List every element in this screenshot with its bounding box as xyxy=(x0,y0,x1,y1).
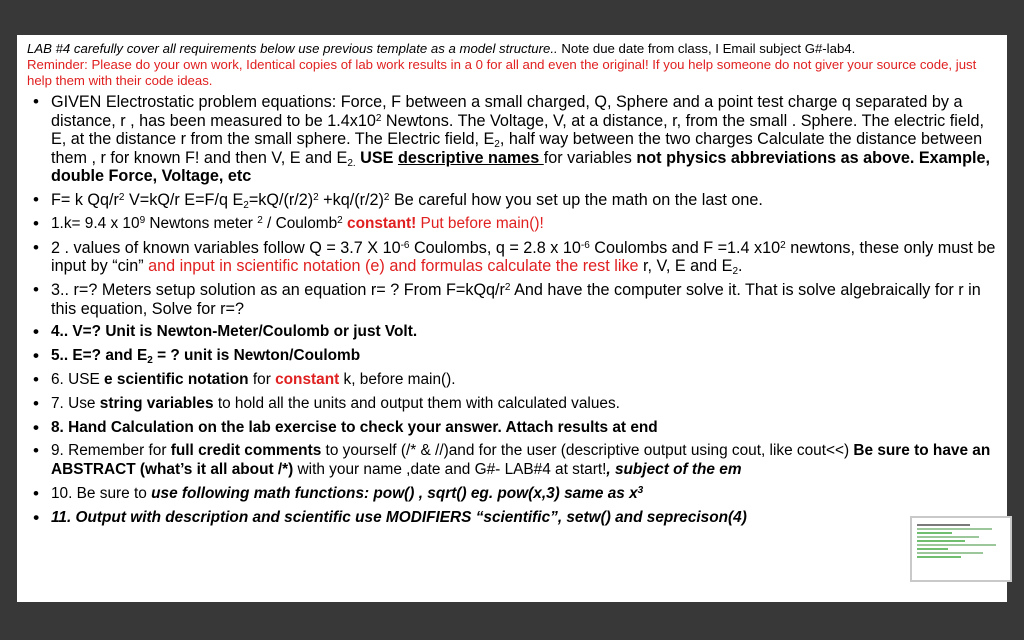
thumbnail-line xyxy=(917,544,996,546)
thumbnail-line xyxy=(917,528,992,530)
list-item: • 6. USE e scientific notation for constant k, before main(). xyxy=(27,371,997,390)
list-item: • F= k $Qq/r^2$ V=kQ/r E=F/q $E_2=kQ/(r/2)^2 +kq/(r/2)^2$ Be careful how you set up the math on the last one. xyxy=(27,191,997,210)
thumbnail-line xyxy=(917,548,948,550)
list-item: • 9. Remember for full credit comments to yourself (/* & //)and for the user (descriptive output using cout, like cout<<) Be sure to have an ABSTRACT (what’s it all about /*) with your name ,date and G#- LAB#4 at start!, subject of the em xyxy=(27,442,997,479)
list-item: • 3.. r=? Meters setup solution as an equation r= ? From $F=kQq/r^2$ And have the computer solve it. That is solve algebraically for r in this equation, Solve for r=? xyxy=(27,281,997,318)
lab-title: LAB #4 carefully cover all requirements below use previous template as a model structure.. xyxy=(27,41,558,56)
header xyxy=(27,41,997,89)
document-page xyxy=(17,35,1007,602)
thumbnail-line xyxy=(917,532,952,534)
requirements-list xyxy=(27,93,997,527)
due-note: Note due date from class, I Email subject G#-lab4. xyxy=(557,41,856,56)
reminder-text: Reminder: Please do your own work, Identical copies of lab work results in a 0 for all and even the original! If you help someone do not giver your source code, just help them with their code ideas. xyxy=(27,57,977,88)
thumbnail-line xyxy=(917,540,965,542)
list-item: • 10. Be sure to use following math functions: pow() , sqrt() eg. pow(x,3) same as $x^3$ xyxy=(27,485,997,504)
window-thumbnail[interactable] xyxy=(910,516,1012,582)
thumbnail-line xyxy=(917,556,961,558)
list-item: • 1.k= 9.4 x $10^9$ Newtons meter $^2$ / Coulomb$^2$ constant! Put before main()! xyxy=(27,215,997,234)
list-item: • 4.. V=? Unit is Newton-Meter/Coulomb or just Volt. xyxy=(27,323,997,342)
list-item: • 7. Use string variables to hold all the units and output them with calculated values. xyxy=(27,395,997,414)
list-item: • 11. Output with description and scientific use MODIFIERS “scientific”, setw() and seprecison(4) xyxy=(27,509,997,528)
list-item: • 2 . values of known variables follow Q = 3.7 X $10^{-6}$ Coulombs, q = 2.8 x $10^{-6}$ Coulombs and F =1.4 $x10^2$ newtons, these only must be input by “cin” and input in scientific notation (e) and formulas calculate the rest like r, V, E and $E_2$. xyxy=(27,239,997,276)
descriptive-names-emphasis: descriptive names xyxy=(397,148,544,167)
list-item: • 8. Hand Calculation on the lab exercise to check your answer. Attach results at end xyxy=(27,419,997,438)
thumbnail-line xyxy=(917,524,970,526)
list-item: • GIVEN Electrostatic problem equations: Force, F between a small charged, Q, Sphere and a point test charge q separated by a distance, r , has been measured to be $1.4x10^2$ Newtons. The Voltage, V, at a distance, r, from the small . Sphere. The electric field, E, at the distance r from the small sphere. The Electric field, $E_2$, half way between the two charges Calculate the distance between them , r for known F! and then V, E and $E_{2.}$ USE descriptive names for variables not physics abbreviations as above. Example, double Force, Voltage, etc xyxy=(27,93,997,186)
thumbnail-line xyxy=(917,552,983,554)
list-item: • 5.. E=? and $E_2$ = ? unit is Newton/Coulomb xyxy=(27,347,997,366)
thumbnail-line xyxy=(917,536,979,538)
